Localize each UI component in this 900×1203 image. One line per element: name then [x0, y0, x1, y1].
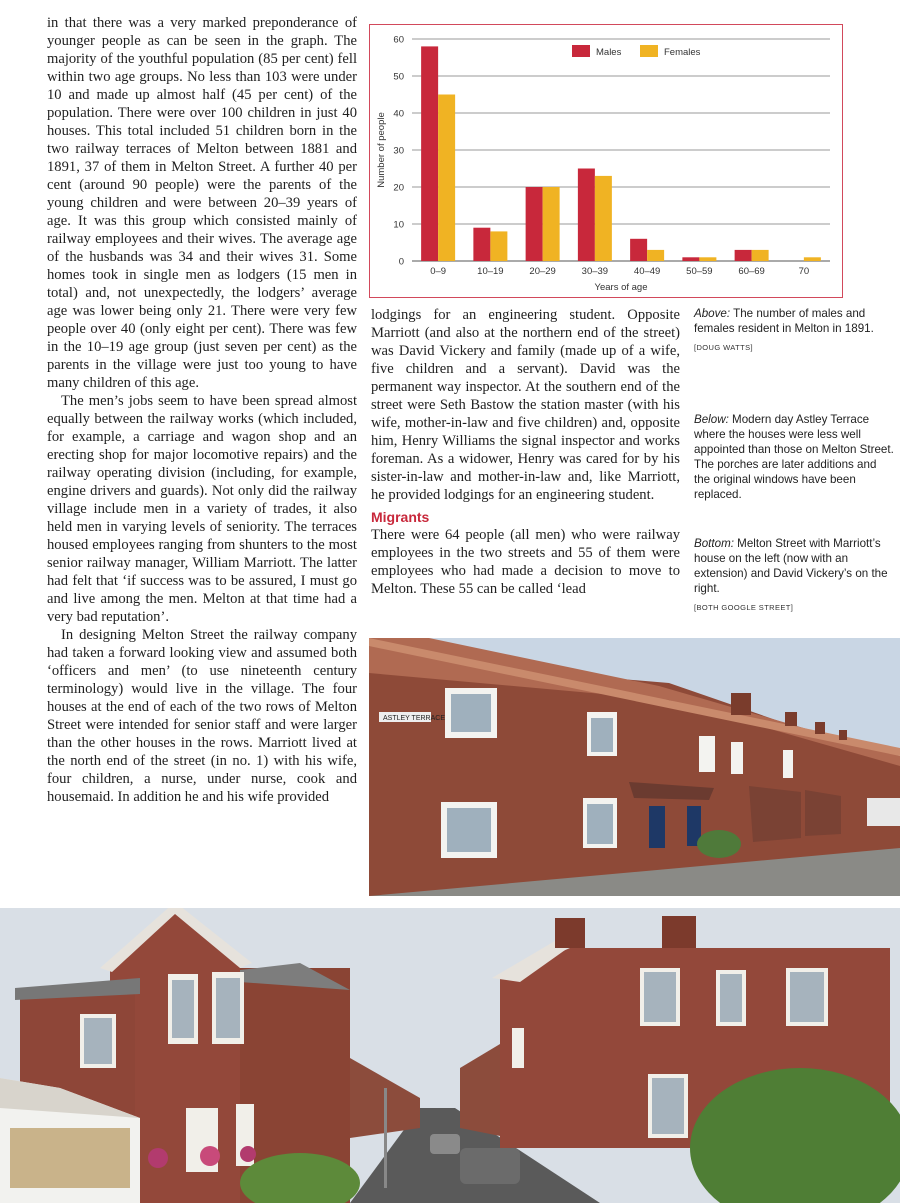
caption-lead: Below: — [694, 413, 729, 426]
caption-above — [694, 306, 894, 355]
middle-text-column — [371, 306, 680, 598]
paragraph: In designing Melton Street the railway company had taken a forward looking view and assumed both ‘officers and men’ (to use nineteenth century terminology) would live in the village. The four houses at the end of each of the two rows of Melton Street were intended for senior staff and were larger than the other houses in the rows. Marriott lived at the north end of the street (in no. 1) with his wife, four children, a nurse, under nurse, cook and housemaid. In addition he and his wife provided — [47, 627, 357, 805]
bar-females — [804, 257, 821, 261]
caption-below — [694, 412, 894, 502]
bar-males — [735, 250, 752, 261]
paragraph: lodgings for an engineering student. Opposite Marriott (and also at the northern end of the street) was David Vickery and family (made up of a wife, five children and a servant). David was the permanent way inspector. At the southern end of the street were Seth Bastow the station master (with his wife, mother-in-law and five children) and, opposite him, Henry Williams the signal inspector and works foreman. As a widower, Henry was cared for by his sister-in-law and mother-in-law and, like Marriott, he provided lodgings for an engineering student. — [371, 307, 680, 503]
chart-svg — [370, 25, 842, 297]
bar-females — [438, 95, 455, 262]
x-tick-label: 60–69 — [738, 266, 765, 277]
bar-females — [699, 257, 716, 261]
x-axis-label: Years of age — [594, 282, 648, 293]
y-tick-label: 50 — [393, 71, 404, 83]
photo-credit: [DOUG WATTS] — [694, 343, 753, 352]
caption-lead: Above: — [694, 307, 731, 320]
bar-females — [595, 176, 612, 261]
astley-terrace-photo — [369, 638, 900, 896]
bar-males — [526, 187, 543, 261]
x-tick-label: 40–49 — [633, 266, 661, 277]
caption-text: Melton Street with Marriott’s house on the left (now with an extension) and David Vickery’s on the right. — [694, 537, 888, 595]
caption-lead: Bottom: — [694, 537, 734, 550]
legend-swatch-males — [572, 45, 590, 57]
bar-females — [752, 250, 769, 261]
caption-text: The number of males and females resident in Melton in 1891. — [694, 307, 874, 335]
x-tick-label: 30–39 — [581, 266, 609, 277]
y-tick-label: 10 — [393, 219, 404, 231]
legend-swatch-females — [640, 45, 658, 57]
y-tick-label: 40 — [393, 108, 404, 120]
x-tick-label: 20–29 — [529, 266, 556, 277]
x-tick-label: 10–19 — [477, 266, 504, 277]
x-tick-label: 0–9 — [430, 266, 447, 277]
age-distribution-chart — [369, 24, 843, 298]
street-sign-text: ASTLEY TERRACE — [383, 715, 445, 722]
bar-males — [473, 228, 490, 261]
section-heading: Migrants — [371, 509, 430, 525]
bar-females — [647, 250, 664, 261]
y-tick-label: 20 — [393, 182, 404, 194]
legend-label-females: Females — [664, 47, 701, 58]
bar-males — [630, 239, 647, 261]
paragraph: in that there was a very marked preponderance of younger people as can be seen in the graph. The majority of the youthful population (85 per cent) fell within two age groups. No less than 103 were under 10 and made up almost half (45 per cent) of the population. There were over 100 children in just 40 houses. This total included 51 children born in the two railway terraces of Melton between 1881 and 1891, 37 of them in Melton Street. A further 40 per cent (around 90 people) were the parents of the young children and were between 20–39 years of age. It was this group which consisted mainly of railway employees and their wives. The average age of the husbands was 34 and their wives 31. Some homes took in single men as lodgers (15 men in total) and, not unexpectedly, the lodgers’ average age was lower being only 21. There were very few people over 40 (only eight per cent). There was few in the 10–19 age group (just seven per cent) as the parents in the village were just too young to have many children of this age. — [47, 15, 357, 391]
caption-bottom — [694, 536, 894, 615]
x-tick-label: 70 — [798, 266, 810, 277]
caption-text: Modern day Astley Terrace where the houses were less well appointed than those on Melton Street. The porches are later additions and the original windows have been replaced. — [694, 413, 894, 501]
legend-label-males: Males — [596, 47, 622, 58]
bar-females — [490, 231, 507, 261]
bar-males — [682, 257, 699, 261]
y-axis-label: Number of people — [376, 112, 387, 188]
paragraph: There were 64 people (all men) who were railway employees in the two streets and 55 of them were employees who had made a decision to move to Melton. These 55 can be called ‘lead — [371, 527, 680, 597]
y-tick-label: 30 — [393, 145, 404, 157]
y-tick-label: 60 — [393, 34, 404, 46]
photo-credit: [BOTH GOOGLE STREET] — [694, 603, 794, 612]
x-tick-label: 50–59 — [686, 266, 713, 277]
bar-males — [578, 169, 595, 262]
left-text-column — [47, 14, 357, 806]
bar-males — [421, 46, 438, 261]
y-tick-label: 0 — [398, 256, 404, 268]
melton-street-photo — [0, 908, 900, 1203]
bar-females — [543, 187, 560, 261]
paragraph: The men’s jobs seem to have been spread almost equally between the railway works (which included, for example, a carriage and wagon shop and an erecting shop for major locomotive repairs) and the railway operating division (including, for example, engine drivers and guards). Not only did the railway village include men in a variety of trades, it also held men in varying levels of seniority. The terraces housed employees ranging from shunters to the most senior railway manager, William Marriott. The latter had felt that ‘if success was to be assured, I must go and live among the men. Melton at that time had a very bad reputation’. — [47, 393, 357, 625]
